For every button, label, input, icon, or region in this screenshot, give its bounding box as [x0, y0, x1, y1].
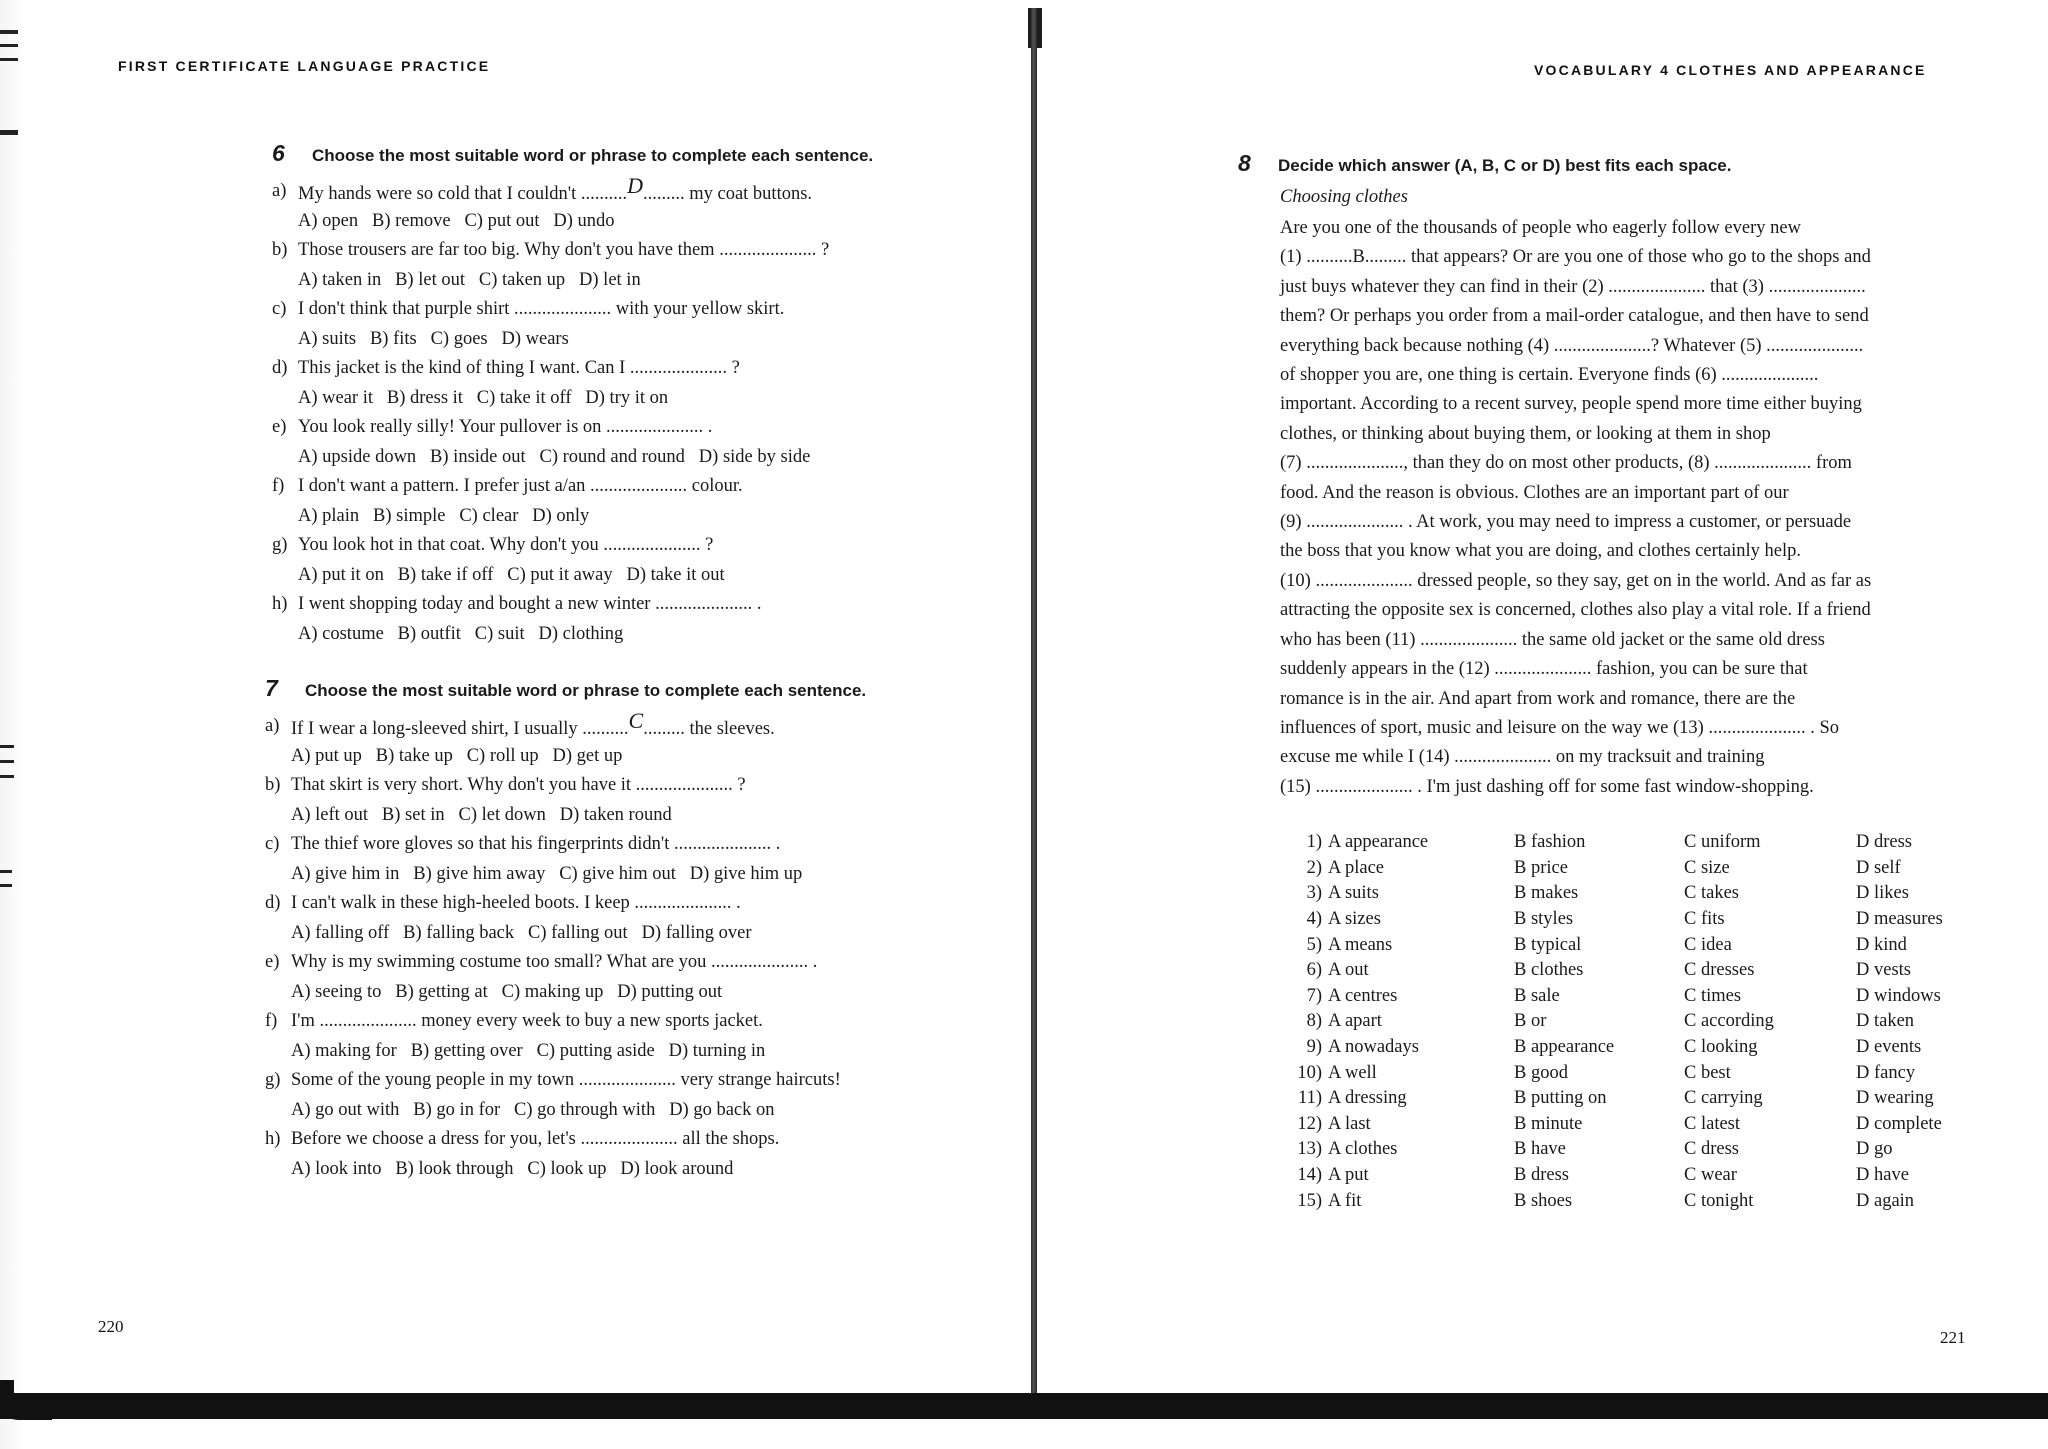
answer-row	[1284, 932, 1996, 958]
answer-options: A) left out B) set in C) let down D) taken round	[291, 804, 672, 825]
option-a: A appearance	[1328, 832, 1429, 853]
option-c: C times	[1684, 985, 1742, 1006]
passage-line: suddenly appears in the (12) ..................... fashion, you can be sure that	[1280, 659, 1808, 680]
answer-options: A) give him in B) give him away C) give him out D) give him up	[291, 863, 803, 884]
question-stem: Those trousers are far too big. Why don't you have them ..................... ?	[298, 240, 830, 261]
passage-line: (1) ..........B......... that appears? Or are you one of those who go to the shops and	[1280, 247, 1871, 268]
question-item	[272, 472, 873, 502]
question-stem-end: ......... the sleeves.	[643, 718, 775, 739]
answer-row	[1284, 1035, 1996, 1061]
option-b: B styles	[1514, 909, 1574, 930]
question-stem: This jacket is the kind of thing I want. Can I ..................... ?	[298, 358, 740, 379]
option-a: A out	[1328, 960, 1369, 981]
option-b: B shoes	[1514, 1190, 1573, 1211]
scan-bottom-edge	[0, 1393, 2048, 1419]
running-head-left: FIRST CERTIFICATE LANGUAGE PRACTICE	[118, 58, 491, 74]
option-b: B price	[1514, 857, 1568, 878]
option-a: A means	[1328, 934, 1393, 955]
answer-number: 3)	[1306, 883, 1322, 904]
exercise-8	[1238, 150, 1980, 802]
passage-line: (9) ..................... . At work, you may need to impress a customer, or persuade	[1280, 512, 1852, 533]
answer-number: 6)	[1306, 960, 1322, 981]
answer-number: 4)	[1306, 909, 1322, 930]
scan-edge-mark	[0, 58, 18, 61]
question-item	[272, 172, 873, 207]
answer-row	[1284, 1163, 1996, 1189]
question-text	[298, 299, 784, 320]
question-stem: I went shopping today and bought a new winter ..................... .	[298, 594, 762, 615]
exercise-title: Choose the most suitable word or phrase to complete each sentence.	[312, 146, 874, 165]
question-stem: I don't want a pattern. I prefer just a/an ..................... colour.	[298, 476, 743, 497]
answer-row	[1284, 881, 1996, 907]
answer-row	[1284, 907, 1996, 933]
passage-line: attracting the opposite sex is concerned, clothes also play a vital role. If a friend	[1280, 600, 1871, 621]
question-text	[298, 240, 829, 261]
question-text	[298, 476, 743, 497]
option-c: C dresses	[1684, 960, 1755, 981]
scan-edge-mark	[0, 130, 18, 135]
option-d: D fancy	[1856, 1062, 1916, 1083]
passage-line: of shopper you are, one thing is certain. Everyone finds (6) .....................	[1280, 365, 1819, 386]
question-item	[265, 1007, 866, 1037]
option-a: A apart	[1328, 1011, 1382, 1032]
option-a: A dressing	[1328, 1088, 1407, 1109]
option-c: C looking	[1684, 1037, 1758, 1058]
answer-options: A) put it on B) take if off C) put it away D) take it out	[298, 564, 725, 585]
question-label: c)	[265, 834, 280, 855]
option-b: B appearance	[1514, 1037, 1615, 1058]
passage-line: food. And the reason is obvious. Clothes are an important part of our	[1280, 482, 1789, 503]
scan-edge-mark	[0, 760, 14, 763]
question-item	[272, 354, 873, 384]
option-a: A nowadays	[1328, 1037, 1419, 1058]
answer-number: 11)	[1298, 1088, 1322, 1109]
option-d: D go	[1856, 1139, 1893, 1160]
question-label: a)	[272, 181, 287, 202]
passage-line: influences of sport, music and leisure on the way we (13) ..................... . So	[1280, 717, 1840, 738]
answer-row	[1284, 1188, 1996, 1214]
answer-row	[1284, 958, 1996, 984]
handwritten-answer: D	[627, 172, 643, 198]
passage-line: them? Or perhaps you order from a mail-order catalogue, and then have to send	[1280, 306, 1869, 327]
option-b: B putting on	[1514, 1088, 1607, 1109]
question-text	[291, 1070, 841, 1091]
passage-line: Are you one of the thousands of people who eagerly follow every new	[1280, 218, 1801, 238]
question-label: g)	[265, 1070, 281, 1091]
passage-line: who has been (11) ..................... the same old jacket or the same old dress	[1280, 629, 1825, 650]
option-c: C according	[1684, 1011, 1774, 1032]
question-item	[272, 531, 873, 561]
option-c: C idea	[1684, 934, 1732, 955]
question-label: f)	[265, 1011, 278, 1032]
option-c: C best	[1684, 1062, 1731, 1083]
question-label: e)	[272, 417, 287, 438]
question-stem: Some of the young people in my town ..................... very strange haircuts!	[291, 1070, 841, 1091]
question-label: f)	[272, 476, 285, 497]
question-stem: That skirt is very short. Why don't you have it ..................... ?	[291, 775, 746, 796]
question-label: d)	[265, 893, 281, 914]
question-item	[272, 413, 873, 443]
question-label: c)	[272, 299, 287, 320]
answer-options: A) look into B) look through C) look up D) look around	[291, 1158, 734, 1179]
answer-options: A) suits B) fits C) goes D) wears	[298, 328, 569, 349]
question-stem: The thief wore gloves so that his fingerprints didn't ..................... .	[291, 834, 781, 855]
answer-row	[1284, 1086, 1996, 1112]
answer-options: A) taken in B) let out C) taken up D) let in	[298, 269, 641, 290]
passage-line: excuse me while I (14) ..................... on my tracksuit and training	[1280, 747, 1765, 768]
passage-line: important. According to a recent survey, people spend more time either buying	[1280, 394, 1862, 415]
question-text	[291, 893, 741, 914]
exercise-heading	[1238, 150, 1980, 177]
option-c: C latest	[1684, 1113, 1741, 1134]
answer-options: A) put up B) take up C) roll up D) get up	[291, 745, 623, 766]
handwritten-answer: C	[628, 707, 644, 733]
answer-number: 10)	[1297, 1062, 1322, 1083]
question-item	[265, 889, 866, 919]
passage-line: just buys whatever they can find in their (2) ..................... that (3) .....................	[1280, 276, 1866, 297]
option-b: B minute	[1514, 1113, 1583, 1134]
question-item	[265, 1125, 866, 1155]
question-stem: You look hot in that coat. Why don't you ..................... ?	[298, 535, 714, 556]
option-d: D vests	[1856, 960, 1911, 981]
question-label: b)	[272, 240, 288, 261]
option-c: C wear	[1684, 1165, 1737, 1186]
passage-line: (10) ..................... dressed people, so they say, get on in the world. And as far as	[1280, 570, 1872, 591]
answer-number: 15)	[1297, 1190, 1322, 1211]
option-d: D measures	[1856, 909, 1943, 930]
exercise-heading	[272, 140, 873, 167]
scan-left-edge	[0, 0, 26, 1449]
question-stem: If I wear a long-sleeved shirt, I usually ..........	[291, 718, 629, 739]
cloze-passage	[1280, 214, 1980, 802]
answer-options: A) making for B) getting over C) putting aside D) turning in	[291, 1040, 766, 1061]
answer-options: A) seeing to B) getting at C) making up D) putting out	[291, 981, 723, 1002]
question-stem: I don't think that purple shirt ..................... with your yellow skirt.	[298, 299, 785, 320]
question-label: a)	[265, 716, 280, 737]
option-d: D complete	[1856, 1113, 1942, 1134]
option-a: A sizes	[1328, 909, 1381, 930]
question-text	[291, 707, 775, 740]
option-d: D taken	[1856, 1011, 1915, 1032]
answer-row	[1284, 856, 1996, 882]
question-stem: I'm ..................... money every week to buy a new sports jacket.	[291, 1011, 763, 1032]
scan-edge-mark	[0, 775, 14, 778]
answer-options-table	[1284, 830, 1996, 1214]
option-a: A last	[1328, 1113, 1371, 1134]
answer-options: A) costume B) outfit C) suit D) clothing	[298, 623, 624, 644]
question-stem: Why is my swimming costume too small? What are you ..................... .	[291, 952, 818, 973]
option-c: C size	[1684, 857, 1730, 878]
scan-edge-mark	[0, 745, 14, 748]
passage-line: everything back because nothing (4) .....................? Whatever (5) .....................	[1280, 335, 1864, 356]
exercise-6	[272, 140, 873, 649]
option-d: D events	[1856, 1037, 1922, 1058]
option-a: A suits	[1328, 883, 1379, 904]
answer-number: 7)	[1306, 985, 1322, 1006]
option-d: D self	[1856, 857, 1901, 878]
question-item	[265, 707, 866, 742]
question-item	[265, 948, 866, 978]
option-b: B dress	[1514, 1165, 1569, 1186]
option-c: C fits	[1684, 909, 1725, 930]
option-c: C uniform	[1684, 832, 1761, 853]
answer-number: 12)	[1297, 1113, 1322, 1134]
question-stem: You look really silly! Your pullover is on ..................... .	[298, 417, 713, 438]
page-number-left: 220	[98, 1317, 124, 1336]
scan-corner	[0, 1380, 52, 1420]
option-c: C tonight	[1684, 1190, 1754, 1211]
question-label: h)	[265, 1129, 281, 1150]
option-b: B fashion	[1514, 832, 1586, 853]
answer-number: 2)	[1306, 857, 1322, 878]
question-item	[265, 1066, 866, 1096]
passage-title: Choosing clothes	[1280, 187, 1408, 207]
answer-number: 14)	[1297, 1165, 1322, 1186]
question-label: e)	[265, 952, 280, 973]
scan-edge-mark	[0, 30, 18, 34]
answer-number: 13)	[1297, 1139, 1322, 1160]
passage-line: clothes, or thinking about buying them, or looking at them in shop	[1280, 423, 1771, 444]
question-stem: My hands were so cold that I couldn't ..........	[298, 183, 628, 204]
answer-number: 9)	[1306, 1037, 1322, 1058]
option-a: A put	[1328, 1165, 1369, 1186]
passage-line: the boss that you know what you are doing, and clothes certainly help.	[1280, 541, 1801, 562]
passage-line: (7) ....................., than they do on most other products, (8) ..................... from	[1280, 453, 1852, 474]
scan-edge-mark	[0, 870, 12, 873]
scan-edge-mark	[0, 44, 18, 47]
answer-row	[1284, 1137, 1996, 1163]
option-d: D again	[1856, 1190, 1915, 1211]
question-stem: Before we choose a dress for you, let's ..................... all the shops.	[291, 1129, 780, 1150]
question-item	[272, 236, 873, 266]
option-b: B typical	[1514, 934, 1582, 955]
book-gutter	[1031, 8, 1037, 1410]
exercise-number: 6	[272, 140, 285, 166]
exercise-7	[265, 675, 866, 1184]
exercise-items	[265, 707, 866, 1184]
question-text	[298, 594, 761, 615]
option-a: A well	[1328, 1062, 1377, 1083]
option-d: D wearing	[1856, 1088, 1934, 1109]
question-stem: I can't walk in these high-heeled boots. I keep ..................... .	[291, 893, 741, 914]
answer-row	[1284, 984, 1996, 1010]
option-b: B clothes	[1514, 960, 1584, 981]
option-d: D kind	[1856, 934, 1907, 955]
option-c: C takes	[1684, 883, 1739, 904]
question-text	[298, 417, 712, 438]
question-label: b)	[265, 775, 281, 796]
running-head-right: VOCABULARY 4 CLOTHES AND APPEARANCE	[1534, 62, 1927, 78]
question-text	[291, 775, 746, 796]
answer-options: A) wear it B) dress it C) take it off D) try it on	[298, 387, 669, 408]
exercise-number: 7	[265, 675, 278, 701]
option-b: B or	[1514, 1011, 1547, 1032]
question-text	[298, 358, 740, 379]
answer-number: 8)	[1306, 1011, 1322, 1032]
question-label: d)	[272, 358, 288, 379]
answer-row	[1284, 1009, 1996, 1035]
question-item	[265, 771, 866, 801]
passage-line: (15) ..................... . I'm just dashing off for some fast window-shopping.	[1280, 776, 1814, 797]
option-b: B have	[1514, 1139, 1566, 1160]
question-label: g)	[272, 535, 288, 556]
option-a: A centres	[1328, 985, 1398, 1006]
option-b: B makes	[1514, 883, 1579, 904]
answer-options: A) falling off B) falling back C) falling out D) falling over	[291, 922, 752, 943]
question-text	[291, 952, 817, 973]
question-text	[298, 535, 713, 556]
option-c: C carrying	[1684, 1088, 1763, 1109]
question-text	[291, 834, 780, 855]
option-d: D windows	[1856, 985, 1941, 1006]
answer-row	[1284, 830, 1996, 856]
answer-options: A) open B) remove C) put out D) undo	[298, 210, 615, 231]
exercise-items	[272, 172, 873, 649]
passage-line: romance is in the air. And apart from work and romance, there are the	[1280, 688, 1796, 709]
option-d: D have	[1856, 1165, 1909, 1186]
option-a: A clothes	[1328, 1139, 1398, 1160]
exercise-number: 8	[1238, 150, 1251, 176]
exercise-heading	[265, 675, 866, 702]
question-label: h)	[272, 594, 288, 615]
exercise-title: Choose the most suitable word or phrase to complete each sentence.	[305, 681, 867, 700]
option-d: D likes	[1856, 883, 1909, 904]
answer-row	[1284, 1112, 1996, 1138]
answer-options: A) plain B) simple C) clear D) only	[298, 505, 590, 526]
exercise-content	[1238, 187, 1980, 802]
page-number-right: 221	[1940, 1328, 1966, 1347]
question-item	[272, 295, 873, 325]
option-a: A place	[1328, 857, 1384, 878]
option-d: D dress	[1856, 832, 1913, 853]
question-item	[272, 590, 873, 620]
option-a: A fit	[1328, 1190, 1362, 1211]
question-text	[298, 172, 813, 205]
question-text	[291, 1129, 779, 1150]
answer-options: A) go out with B) go in for C) go through with D) go back on	[291, 1099, 775, 1120]
question-text	[291, 1011, 763, 1032]
option-c: C dress	[1684, 1139, 1739, 1160]
question-stem-end: ......... my coat buttons.	[642, 183, 813, 204]
option-b: B good	[1514, 1062, 1568, 1083]
answer-options: A) upside down B) inside out C) round and round D) side by side	[298, 446, 811, 467]
question-item	[265, 830, 866, 860]
exercise-title: Decide which answer (A, B, C or D) best fits each space.	[1278, 156, 1732, 175]
scan-edge-mark	[0, 884, 12, 887]
answer-number: 5)	[1306, 934, 1322, 955]
answer-number: 1)	[1306, 832, 1322, 853]
option-b: B sale	[1514, 985, 1560, 1006]
answer-row	[1284, 1060, 1996, 1086]
